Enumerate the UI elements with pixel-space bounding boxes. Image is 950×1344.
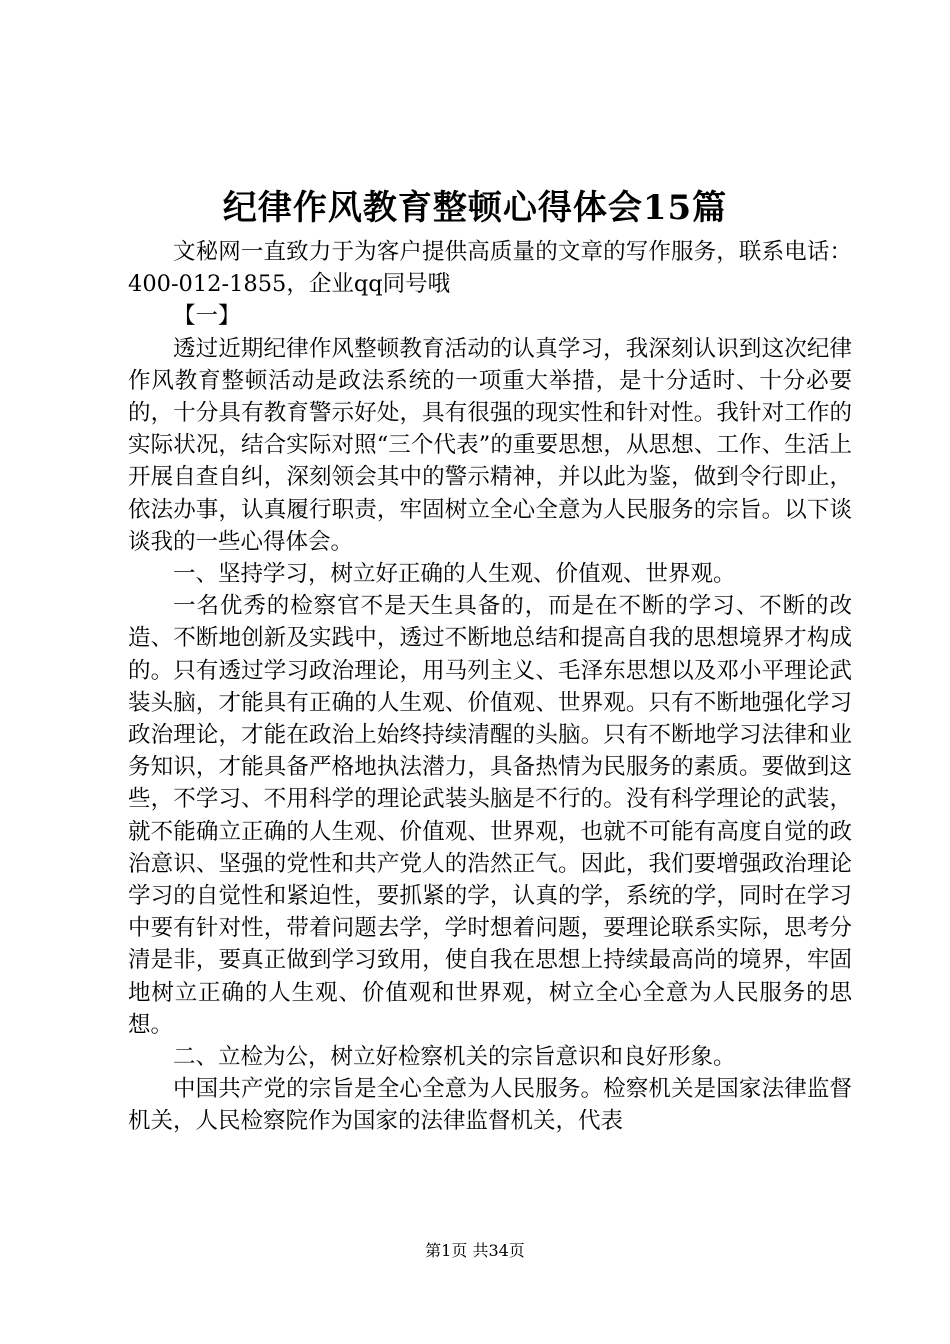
body-paragraph: 透过近期纪律作风整顿教育活动的认真学习，我深刻认识到这次纪律作风教育整顿活动是政法系统的一项重大举措，是十分适时、十分必要的，十分具有教育警示好处，具有很强的现实性和针对性。我针对工作的实际状况，结合实际对照“三个代表”的重要思想，从思想、工作、生活上开展自查自纠，深刻领会其中的警示精神，并以此为鉴，做到令行即止，依法办事，认真履行职责，牢固树立全心全意为人民服务的宗旨。以下谈谈我的一些心得体会。	[128, 335, 852, 555]
document-title: 纪律作风教育整顿心得体会15篇	[222, 188, 728, 228]
page-footer: 第1页 共34页	[425, 1241, 525, 1260]
body-paragraph: 一名优秀的检察官不是天生具备的，而是在不断的学习、不断的改造、不断地创新及实践中，透过不断地总结和提高自我的思想境界才构成的。只有透过学习政治理论，用马列主义、毛泽东思想以及邓小平理论武装头脑，才能具有正确的人生观、价值观、世界观。只有不断地强化学习政治理论，才能在政治上始终持续清醒的头脑。只有不断地学习法律和业务知识，才能具备严格地执法潜力，具备热情为民服务的素质。要做到这些，不学习、不用科学的理论武装头脑是不行的。没有科学理论的武装，就不能确立正确的人生观、价值观、世界观，也就不可能有高度自觉的政治意识、坚强的党性和共产党人的浩然正气。因此，我们要增强政治理论学习的自觉性和紧迫性，要抓紧的学，认真的学，系统的学，同时在学习中要有针对性，带着问题去学，学时想着问题，要理论联系实际，思考分清是非，要真正做到学习致用，使自我在思想上持续最高尚的境界，牢固地树立正确的人生观、价值观和世界观，树立全心全意为人民服务的思想。	[128, 593, 852, 1038]
document-body	[128, 236, 852, 1138]
section-marker: 【一】	[173, 303, 241, 330]
intro-paragraph: 文秘网一直致力于为客户提供高质量的文章的写作服务，联系电话：400-012-1855，企业qq同号哦	[128, 239, 852, 298]
section-heading: 二、立检为公，树立好检察机关的宗旨意识和良好形象。	[173, 1044, 736, 1071]
body-paragraph: 中国共产党的宗旨是全心全意为人民服务。检察机关是国家法律监督机关，人民检察院作为国家的法律监督机关，代表	[128, 1076, 852, 1135]
section-heading: 一、坚持学习，树立好正确的人生观、价值观、世界观。	[173, 561, 736, 588]
